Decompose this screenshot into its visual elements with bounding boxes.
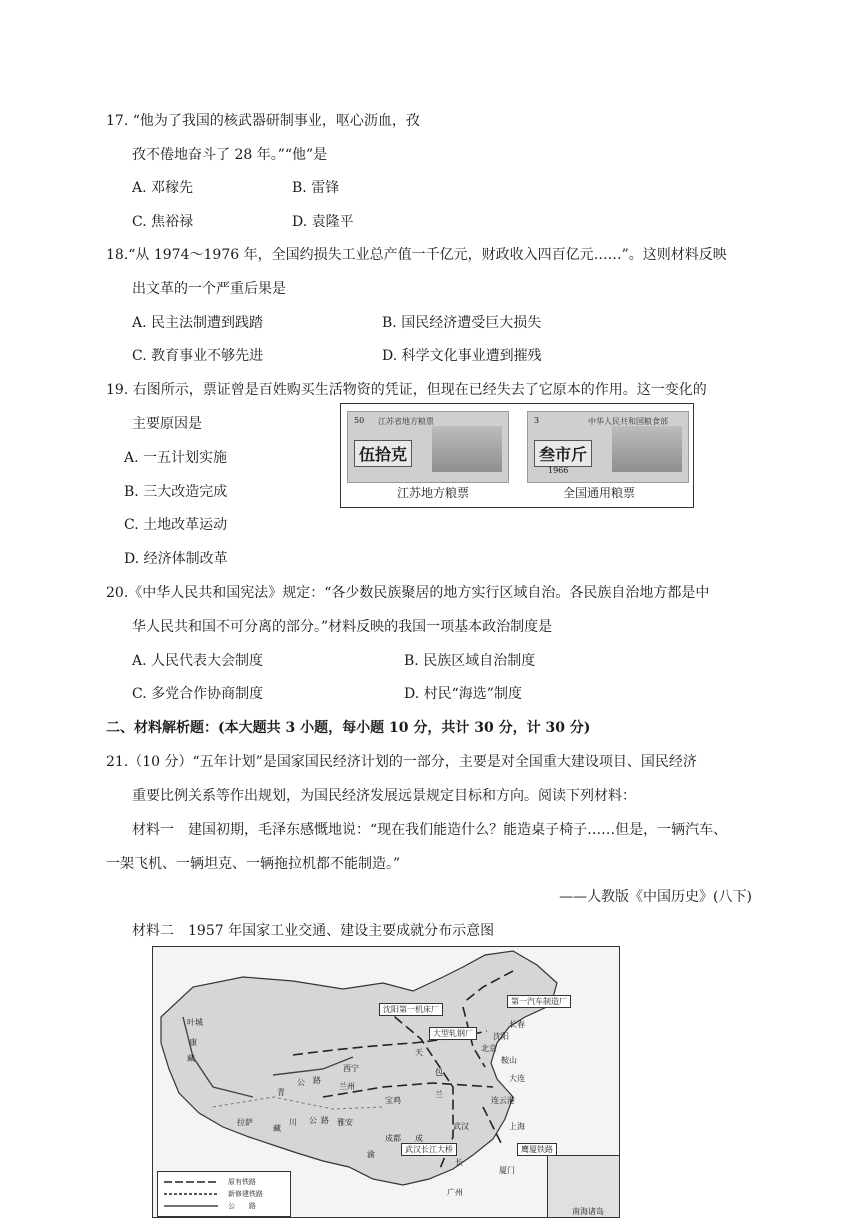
ticket-caption-national: 全国通用粮票 [563, 486, 636, 500]
ration-tickets-figure [340, 403, 694, 508]
map-legend [157, 1171, 291, 1217]
map-label-anshan: 鞍山 [501, 1056, 517, 1065]
q17-option-a: A. 邓稼先 [132, 180, 194, 196]
map-label-gong: 公 [297, 1078, 305, 1087]
material1-line2: 一架飞机、一辆坦克、一辆拖拉机都不能制造。” [106, 856, 401, 872]
map-label-chengdu: 成都 [385, 1134, 401, 1143]
q18-option-d: D. 科学文化事业遭到摧残 [382, 348, 542, 364]
q19-option-a: A. 一五计划实施 [124, 450, 228, 466]
q19-option-b: B. 三大改造完成 [124, 484, 228, 500]
q18-option-b: B. 国民经济遭受巨大损失 [382, 315, 542, 331]
q17-option-d: D. 袁隆平 [292, 214, 354, 230]
legend-existing-rail: 原有铁路 [228, 1178, 256, 1186]
map-label-yingxia-rail: 鹰厦铁路 [517, 1143, 557, 1156]
map-label-lu2: 路 [321, 1116, 329, 1125]
q20-option-c: C. 多党合作协商制度 [132, 686, 264, 702]
map-label-baoji: 宝鸡 [385, 1096, 401, 1105]
q20-option-a: A. 人民代表大会制度 [132, 653, 264, 669]
inset-label: 南海诸岛 [572, 1207, 604, 1216]
ticket-number: 3 [534, 416, 540, 425]
map-label-beijing: 北京 [481, 1044, 497, 1053]
q17-line1: 17. “他为了我国的核武器研制事业，呕心沥血，孜 [106, 113, 420, 129]
ticket-caption-jiangsu: 江苏地方粮票 [397, 486, 470, 500]
map-label-shenyang-factory: 沈阳第一机床厂 [379, 1003, 443, 1016]
q18-option-a: A. 民主法制遭到践踏 [132, 315, 264, 331]
map-label-cheng: 成 [415, 1134, 423, 1143]
legend-highway: 公 路 [228, 1202, 256, 1210]
ticket-year: 1966 [548, 466, 569, 475]
map-label-shanghai: 上海 [509, 1122, 525, 1131]
ticket-header: 中华人民共和国粮食部 [588, 417, 668, 426]
bridge-image [432, 426, 502, 472]
map-label-lu: 路 [313, 1076, 321, 1085]
map-label-yaan: 雅安 [337, 1118, 353, 1127]
ticket-amount: 伍拾克 [354, 440, 412, 467]
jiangsu-ration-ticket [347, 411, 509, 483]
map-label-changchun: 长春 [509, 1020, 525, 1029]
map-label-gong2: 公 [309, 1116, 317, 1125]
map-label-yecheng: 叶城 [187, 1018, 203, 1027]
q20-line1: 20.《中华人民共和国宪法》规定：“各少数民族聚居的地方实行区域自治。各民族自治地方都是中 [106, 585, 710, 601]
map-label-lanzhou: 兰州 [339, 1082, 355, 1091]
map-label-lan: 兰 [435, 1090, 443, 1099]
map-label-zang2: 藏 [273, 1124, 281, 1133]
q20-line2: 华人民共和国不可分离的部分。”材料反映的我国一项基本政治制度是 [132, 619, 553, 635]
map-label-shenyang: 沈阳 [493, 1032, 509, 1041]
ticket-number: 50 [354, 416, 365, 425]
q19-option-d: D. 经济体制改革 [124, 551, 228, 567]
map-label-xiamen: 厦门 [499, 1166, 515, 1175]
material2-title: 材料二 1957 年国家工业交通、建设主要成就分布示意图 [132, 923, 495, 939]
map-label-zang: 藏 [187, 1054, 195, 1063]
material1-line1: 材料一 建国初期，毛泽东感慨地说：“现在我们能造什么？能造桌子椅子……但是，一辆汽车、 [132, 822, 728, 838]
south-china-sea-inset [547, 1155, 620, 1218]
map-label-qing: 青 [277, 1088, 285, 1097]
map-label-bao: 包 [435, 1068, 443, 1077]
q19-option-c: C. 土地改革运动 [124, 517, 228, 533]
legend-new-rail: 新修建铁路 [228, 1190, 263, 1198]
map-label-lhasa: 拉萨 [237, 1118, 253, 1127]
q18-option-c: C. 教育事业不够先进 [132, 348, 264, 364]
china-map-1957 [152, 946, 620, 1218]
q19-line2: 主要原因是 [132, 416, 202, 432]
q17-option-b: B. 雷锋 [292, 180, 340, 196]
map-label-kang: 康 [189, 1038, 197, 1047]
q17-line2: 孜不倦地奋斗了 28 年。”“他”是 [132, 147, 328, 163]
map-label-guangzhou: 广州 [447, 1188, 463, 1197]
q21-line2: 重要比例关系等作出规划，为国民经济发展远景规定目标和方向。阅读下列材料： [132, 788, 636, 804]
map-label-jiang: 长 [455, 1158, 463, 1167]
national-ration-ticket [527, 411, 689, 483]
q19-line1: 19. 右图所示，票证曾是百姓购买生活物资的凭证，但现在已经失去了它原本的作用。这一变化的 [106, 382, 707, 398]
map-label-dalian: 大连 [509, 1074, 525, 1083]
map-label-yu: 渝 [367, 1150, 375, 1159]
map-label-chuan: 川 [289, 1118, 297, 1127]
map-label-first-auto: 第一汽车制造厂 [507, 995, 571, 1008]
material1-source: ——人教版《中国历史》(八下) [559, 889, 752, 905]
q18-line2: 出文革的一个严重后果是 [132, 281, 286, 297]
map-label-xining: 西宁 [343, 1064, 359, 1073]
q18-line1: 18.“从 1974～1976 年，全国约损失工业总产值一千亿元，财政收入四百亿元……”。这则材料反映 [106, 247, 727, 263]
q20-option-d: D. 村民“海选”制度 [404, 686, 522, 702]
map-label-wuhan-bridge: 武汉长江大桥 [401, 1143, 457, 1156]
legend-lines [158, 1172, 290, 1216]
q20-option-b: B. 民族区域自治制度 [404, 653, 536, 669]
q17-option-c: C. 焦裕禄 [132, 214, 194, 230]
map-label-wuhan: 武汉 [453, 1122, 469, 1131]
map-label-tian: 天 [415, 1048, 423, 1057]
truck-image [612, 426, 682, 472]
ticket-header: 江苏省地方粮票 [378, 417, 434, 426]
map-label-lianyungang: 连云港 [491, 1096, 515, 1105]
q21-line1: 21.（10 分）“五年计划”是国家国民经济计划的一部分，主要是对全国重大建设项目、国民经济 [106, 754, 697, 770]
map-label-steel-mill: 大型轧钢厂 [429, 1027, 477, 1040]
section-heading: 二、材料解析题：(本大题共 3 小题，每小题 10 分，共计 30 分，计 30 分) [106, 720, 591, 736]
ticket-amount: 叁市斤 [534, 440, 592, 467]
